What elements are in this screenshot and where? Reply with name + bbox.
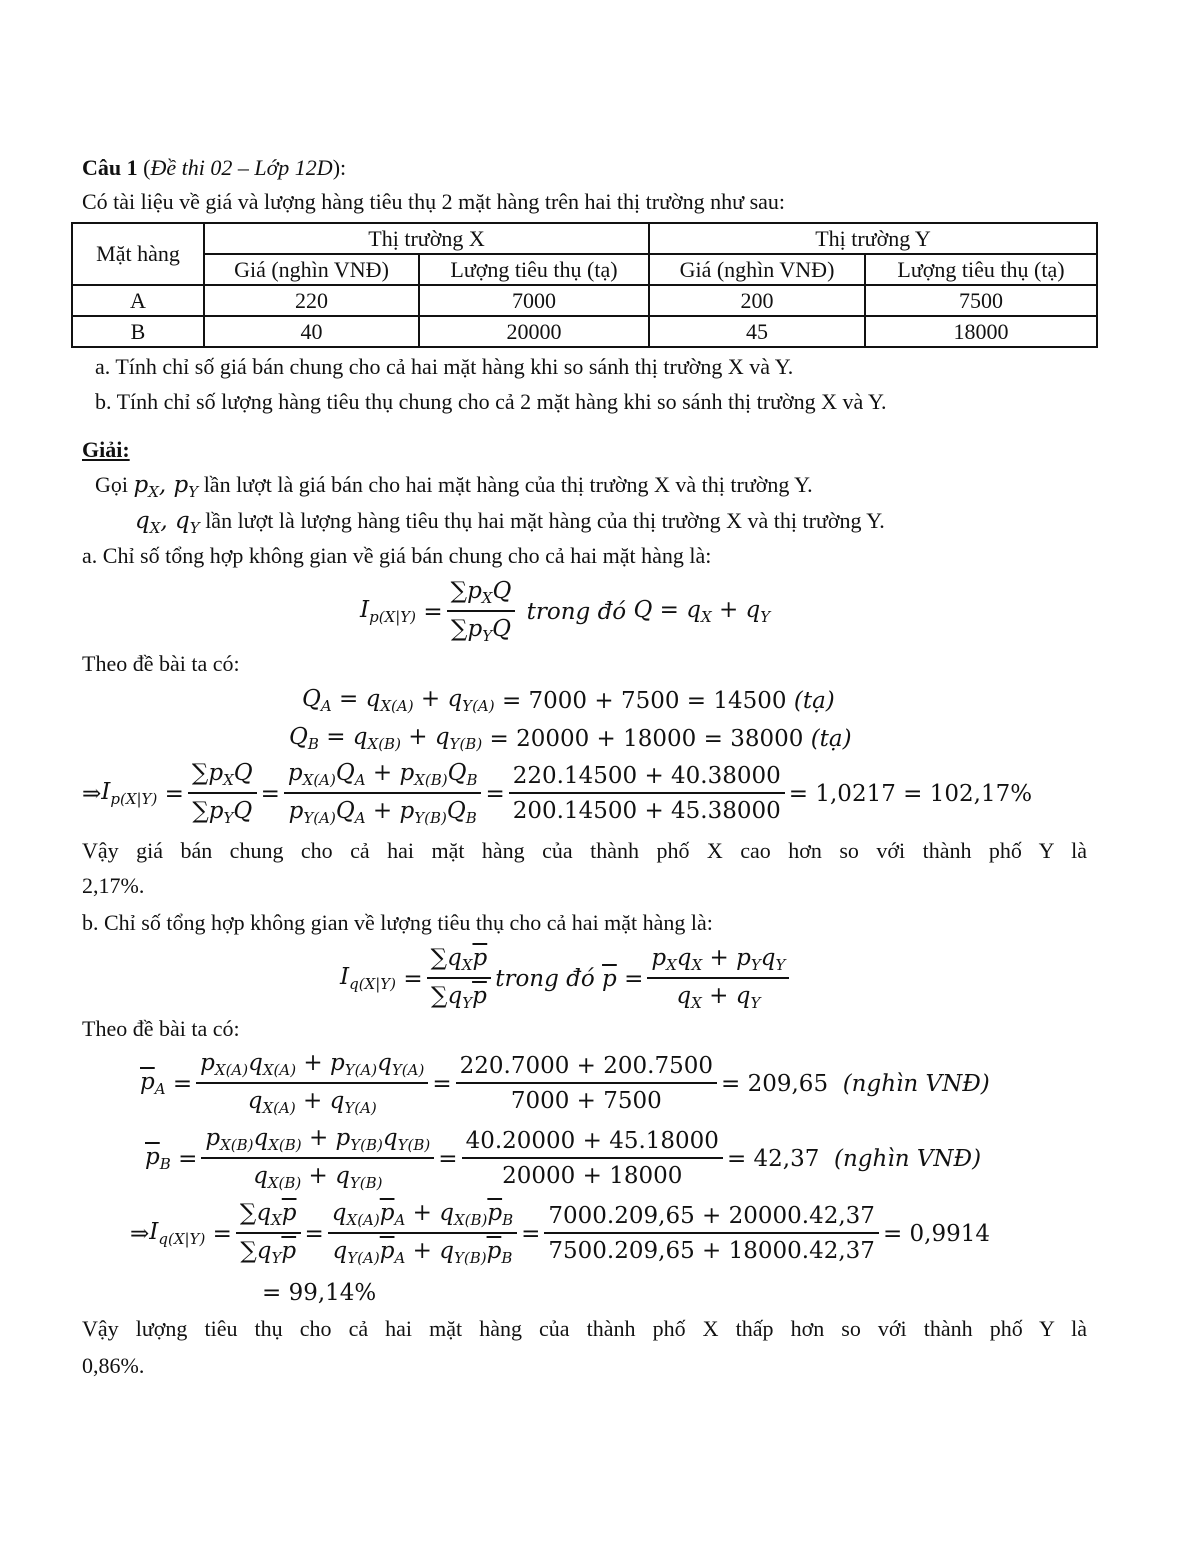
equation-qb: $Q_B = q_{X(B)} + q_{Y(B)}$ = 20000 + 18000 = 38000 (tạ) (289, 724, 852, 753)
part-b-intro: b. Chỉ số tổng hợp không gian về lượng tiêu thụ cho cả hai mặt hàng là: (82, 910, 713, 935)
conclusion-b-line2: 0,86%. (82, 1353, 145, 1378)
trong-do-label: trong đó (526, 598, 627, 625)
equation-qa: $Q_A = q_{X(A)} + q_{Y(A)}$ = 7000 + 7500 = 14500 (tạ) (302, 686, 835, 715)
part-a-intro: a. Chỉ số tổng hợp không gian về giá bán chung cho cả hai mặt hàng là: (82, 543, 712, 568)
conclusion-a-line2: 2,17%. (82, 873, 145, 898)
header-item: Mặt hàng (72, 223, 204, 285)
cell-py: 200 (649, 285, 865, 316)
conclusion-a-line1: Vậy giá bán chung cho cả hai mặt hàng của thành phố X cao hơn so với thành phố Y là (82, 838, 1087, 863)
header-price-x: Giá (nghìn VNĐ) (204, 254, 419, 285)
header-price-y: Giá (nghìn VNĐ) (649, 254, 865, 285)
header-market-x: Thị trường X (204, 223, 649, 254)
formula-quantity-index: $I_{q(X|Y)}$ = $\frac{\sum q_X\overline{p}}{\sum q_Y\overline{p}}$ trong đó $\overline{p}$ = $\frac{p_Xq_X + p_Yq_Y}{q_X + q_Y}$ (340, 945, 793, 1012)
cell-py: 45 (649, 316, 865, 347)
conclusion-b-line1: Vậy lượng tiêu thụ cho cả hai mặt hàng của thành phố X thấp hơn so với thành phố Y là (82, 1316, 1087, 1341)
equation-pa: $\overline{p}_A$ = $\frac{p_{X(A)}q_{X(A)} + p_{Y(A)}q_{Y(A)}}{q_{X(A)} + q_{Y(A)}}$ = $\frac{220.7000 + 200.7500}{7000 + 7500}$ = 209,65 (nghìn VNĐ) (140, 1050, 990, 1117)
theo-de-b: Theo đề bài ta có: (82, 1016, 240, 1041)
table-row (72, 285, 1097, 316)
table-header-row (72, 223, 1097, 254)
exam-source: Đề thi 02 – Lớp 12D (150, 155, 333, 180)
question-intro: Có tài liệu về giá và lượng hàng tiêu thụ 2 mặt hàng trên hai thị trường như sau: (82, 189, 786, 214)
task-a: a. Tính chỉ số giá bán chung cho cả hai mặt hàng khi so sánh thị trường X và Y. (95, 354, 794, 379)
cell-qy: 7500 (865, 285, 1097, 316)
cell-qy: 18000 (865, 316, 1097, 347)
cell-item: A (72, 285, 204, 316)
equation-quantity-index-percent: = 99,14% (262, 1280, 377, 1306)
data-table (71, 222, 1098, 348)
cell-qx: 20000 (419, 316, 649, 347)
implies-arrow-icon: ⇒ (130, 1220, 150, 1247)
definition-quantity: $q_X$, $q_Y$ lần lượt là lượng hàng tiêu thụ hai mặt hàng của thị trường X và thị trường Y. (135, 508, 885, 537)
solution-heading: Giải: (82, 437, 130, 462)
cell-item: B (72, 316, 204, 347)
header-qty-y: Lượng tiêu thụ (tạ) (865, 254, 1097, 285)
implies-arrow-icon: ⇒ (82, 780, 102, 807)
cell-px: 40 (204, 316, 419, 347)
question-title: Câu 1 (Đề thi 02 – Lớp 12D): (82, 155, 347, 180)
table-row (72, 316, 1097, 347)
header-qty-x: Lượng tiêu thụ (tạ) (419, 254, 649, 285)
question-number: Câu 1 (82, 155, 138, 180)
theo-de-a: Theo đề bài ta có: (82, 651, 240, 676)
formula-price-index: $I_{p(X|Y)}$ = $\frac{\sum p_XQ}{\sum p_YQ}$ trong đó $Q = q_X + q_Y$ (360, 578, 771, 645)
task-b: b. Tính chỉ số lượng hàng tiêu thụ chung cho cả 2 mặt hàng khi so sánh thị trường X và Y. (95, 389, 887, 414)
cell-px: 220 (204, 285, 419, 316)
equation-quantity-index-result: ⇒ $I_{q(X|Y)}$ = $\frac{\sum q_X\overline{p}}{\sum q_Y\overline{p}}$ = $\frac{q_{X(A)}\overline{p}_A + q_{X(B)}\overline{p}_B}{q_{Y(A)}\overline{p}_A + q_{Y(B)}\overline{p}_B}$ = $\frac{7000.209,65 + 20000.42,37}{7500.209,65 + 18000.42,37}$ = 0,9914 (130, 1200, 990, 1267)
equation-price-index-result: ⇒ $I_{p(X|Y)}$ = $\frac{\sum p_XQ}{\sum p_YQ}$ = $\frac{p_{X(A)}Q_A + p_{X(B)}Q_B}{p_{Y(A)}Q_A + p_{Y(B)}Q_B}$ = $\frac{220.14500 + 40.38000}{200.14500 + 45.38000}$ = 1,0217 = 102,17% (82, 760, 1033, 827)
table-subheader-row (72, 254, 1097, 285)
cell-qx: 7000 (419, 285, 649, 316)
equation-pb: $\overline{p}_B$ = $\frac{p_{X(B)}q_{X(B)} + p_{Y(B)}q_{Y(B)}}{q_{X(B)} + q_{Y(B)}}$ = $\frac{40.20000 + 45.18000}{20000 + 18000}$ = 42,37 (nghìn VNĐ) (145, 1125, 982, 1192)
definition-price: Gọi $p_X$, $p_Y$ lần lượt là giá bán cho hai mặt hàng của thị trường X và thị trường Y. (95, 472, 813, 501)
header-market-y: Thị trường Y (649, 223, 1097, 254)
